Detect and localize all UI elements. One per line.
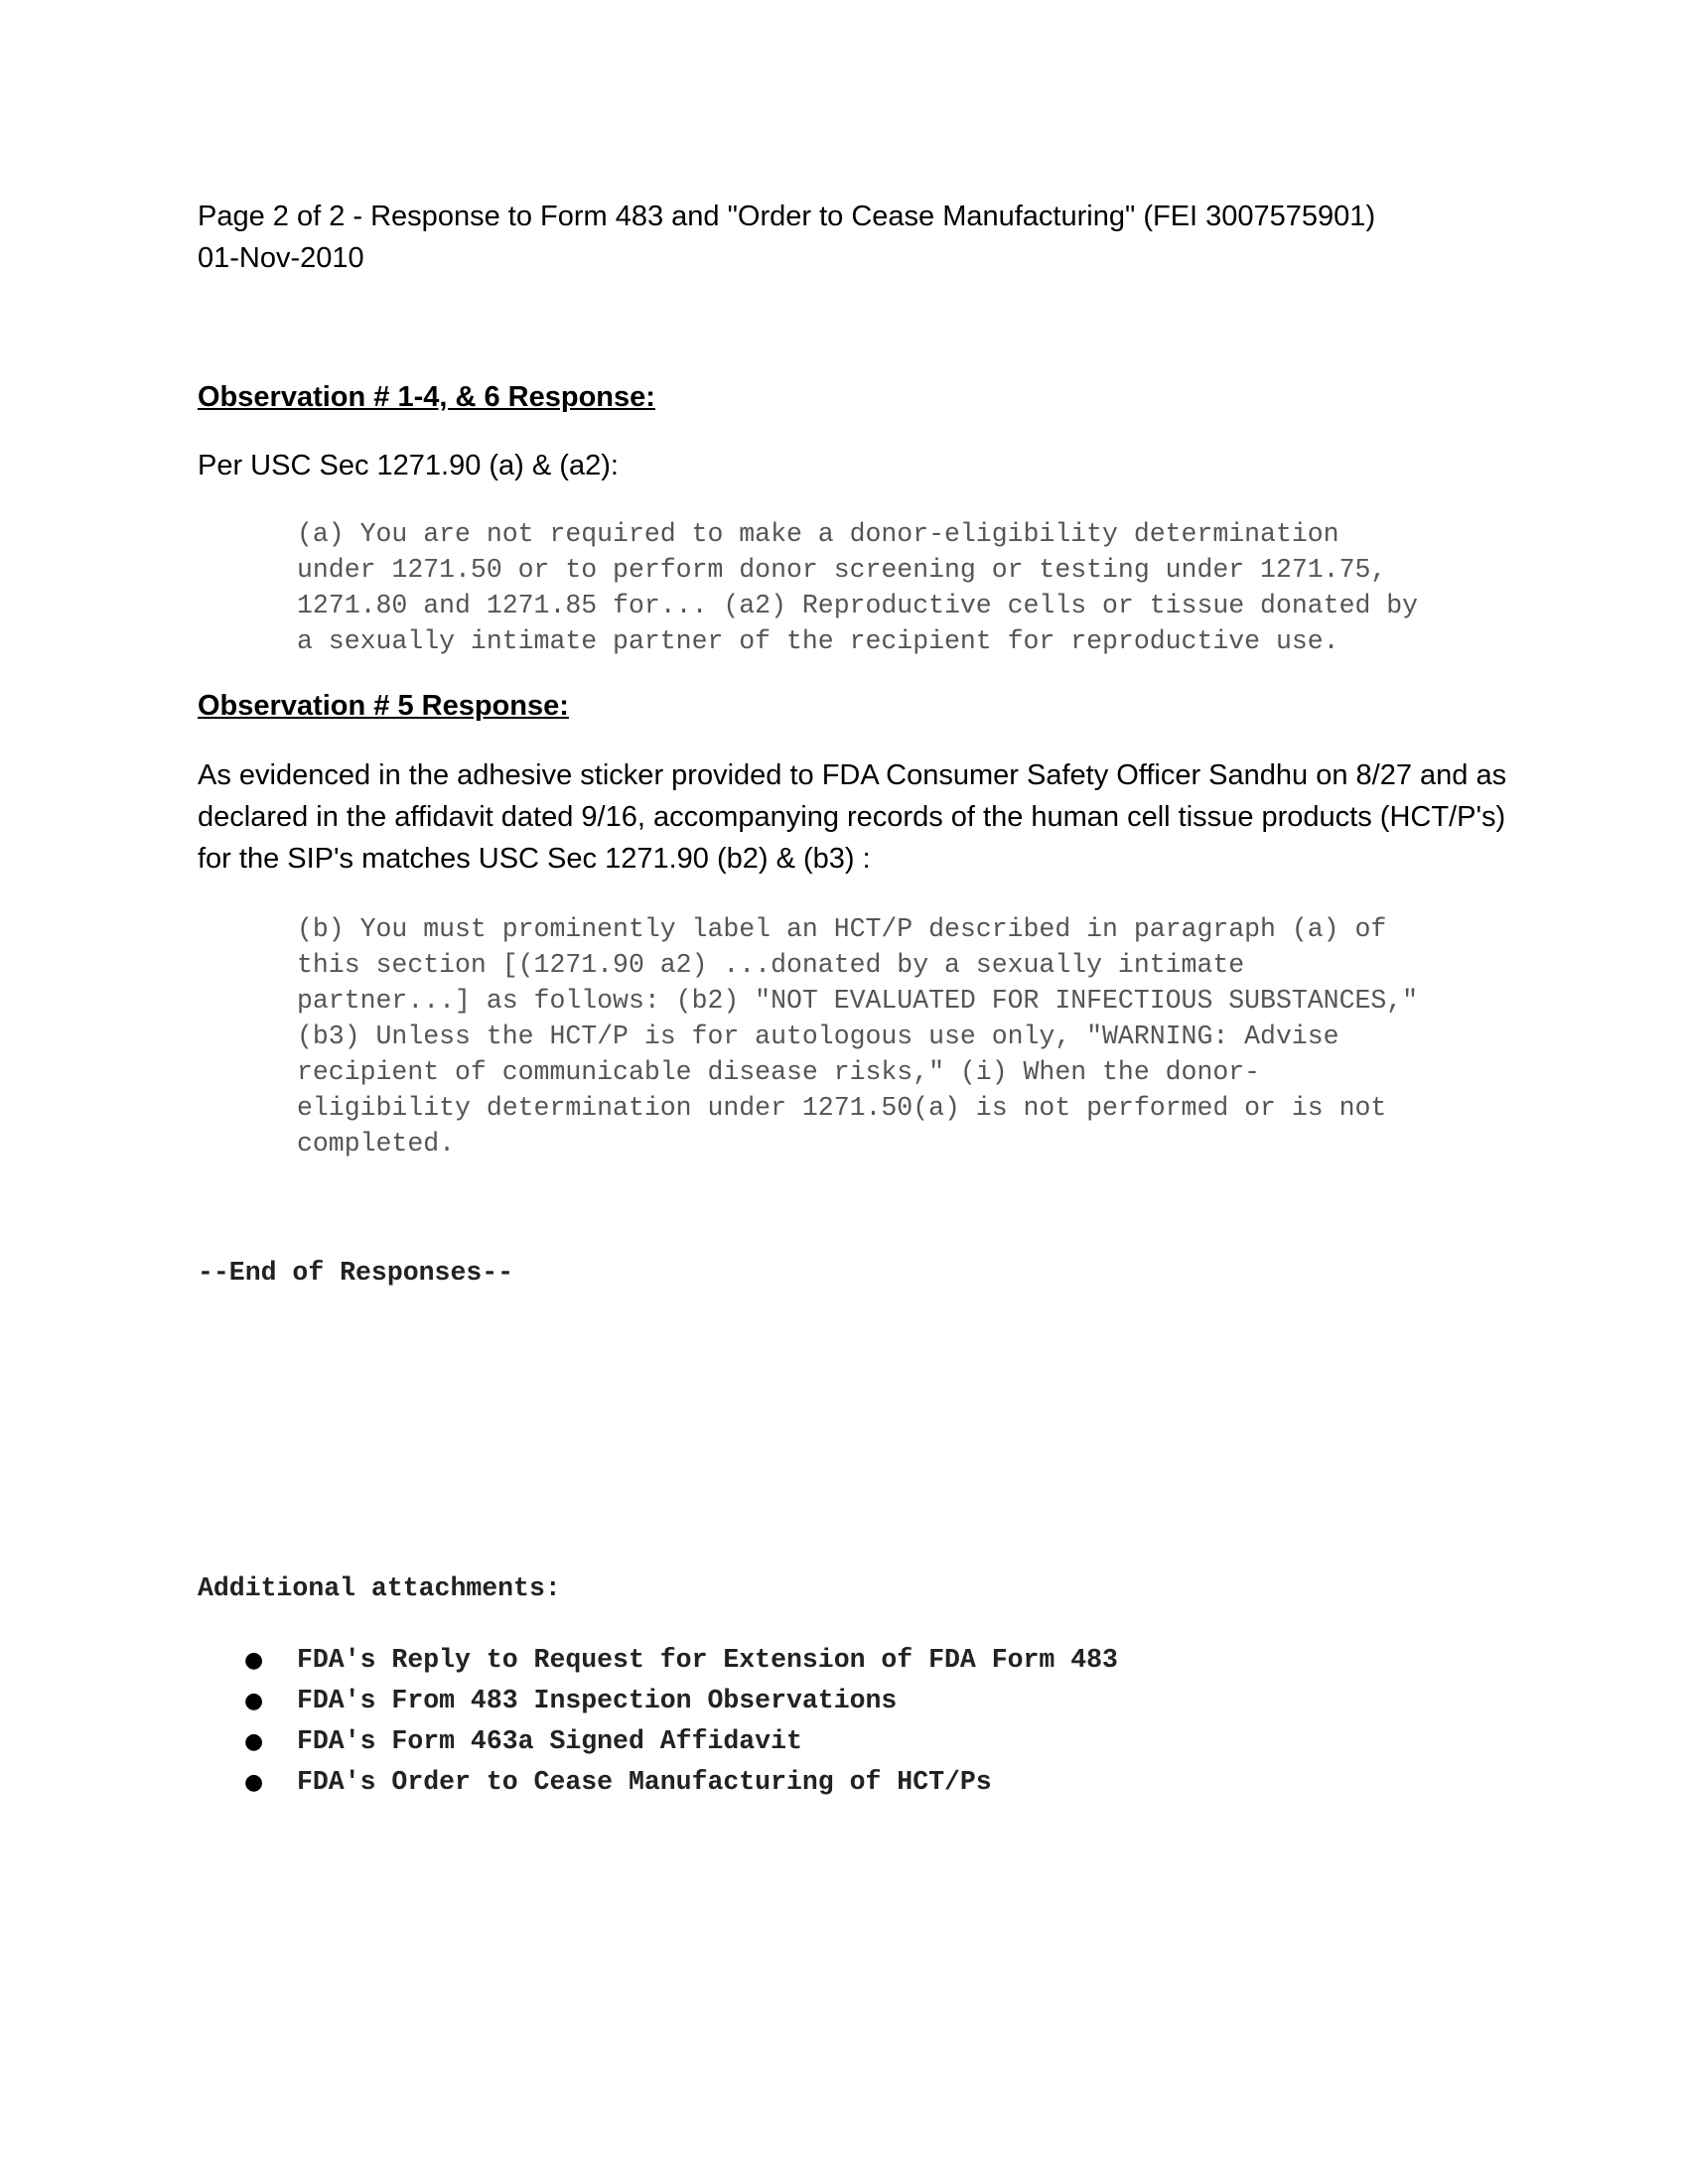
- quote-line: (b3) Unless the HCT/P is for autologous use only, "WARNING: Advise: [297, 1022, 1339, 1051]
- quote-line: under 1271.50 or to perform donor screening or testing under 1271.75,: [297, 555, 1387, 585]
- quote-line: this section [(1271.90 a2) ...donated by a sexually intimate: [297, 950, 1245, 980]
- attachment-label: FDA's Order to Cease Manufacturing of HCT/Ps: [297, 1767, 992, 1797]
- observation-1-4-6-heading: Observation # 1-4, & 6 Response:: [198, 381, 655, 413]
- attachment-label: FDA's Reply to Request for Extension of FDA Form 483: [297, 1645, 1118, 1675]
- quote-line: a sexually intimate partner of the recipient for reproductive use.: [297, 626, 1339, 656]
- quote-line: (a) You are not required to make a donor-eligibility determination: [297, 519, 1339, 549]
- quote-line: completed.: [297, 1129, 456, 1159]
- bullet-icon: ●: [244, 1729, 264, 1754]
- section2-quote-block: [297, 911, 1488, 1161]
- attachment-label: FDA's Form 463a Signed Affidavit: [297, 1726, 802, 1756]
- bullet-icon: ●: [244, 1770, 264, 1795]
- end-of-responses-marker: --End of Responses--: [198, 1258, 514, 1288]
- quote-line: 1271.80 and 1271.85 for... (a2) Reproductive cells or tissue donated by: [297, 591, 1419, 620]
- body-line: declared in the affidavit dated 9/16, accompanying records of the human cell tissue products (HCT/P's): [198, 801, 1506, 833]
- bullet-icon: ●: [244, 1648, 264, 1673]
- quote-line: (b) You must prominently label an HCT/P described in paragraph (a) of: [297, 914, 1387, 944]
- bullet-icon: ●: [244, 1689, 264, 1713]
- list-item: [244, 1640, 1118, 1681]
- section1-intro: [198, 445, 1488, 486]
- attachments-heading: Additional attachments:: [198, 1573, 561, 1603]
- section1-intro-line: Per USC Sec 1271.90 (a) & (a2):: [198, 450, 619, 481]
- section2-body: [198, 754, 1507, 880]
- quote-line: eligibility determination under 1271.50(a) is not performed or is not: [297, 1093, 1387, 1123]
- list-item: [244, 1762, 1118, 1803]
- list-item: [244, 1721, 1118, 1762]
- attachments-list: [244, 1640, 1118, 1803]
- body-line: for the SIP's matches USC Sec 1271.90 (b2) & (b3) :: [198, 843, 871, 875]
- page-header-date: 01-Nov-2010: [198, 242, 364, 274]
- quote-line: partner...] as follows: (b2) "NOT EVALUATED FOR INFECTIOUS SUBSTANCES,": [297, 986, 1419, 1016]
- section1-quote-block: [297, 516, 1488, 659]
- observation-5-heading: Observation # 5 Response:: [198, 690, 569, 722]
- quote-line: recipient of communicable disease risks," (i) When the donor-: [297, 1057, 1261, 1087]
- body-line: As evidenced in the adhesive sticker provided to FDA Consumer Safety Officer Sandhu on 8/27 and as: [198, 759, 1507, 791]
- page-header-title: Page 2 of 2 - Response to Form 483 and "Order to Cease Manufacturing" (FEI 3007575901): [198, 201, 1376, 232]
- attachment-label: FDA's From 483 Inspection Observations: [297, 1686, 898, 1715]
- list-item: [244, 1681, 1118, 1721]
